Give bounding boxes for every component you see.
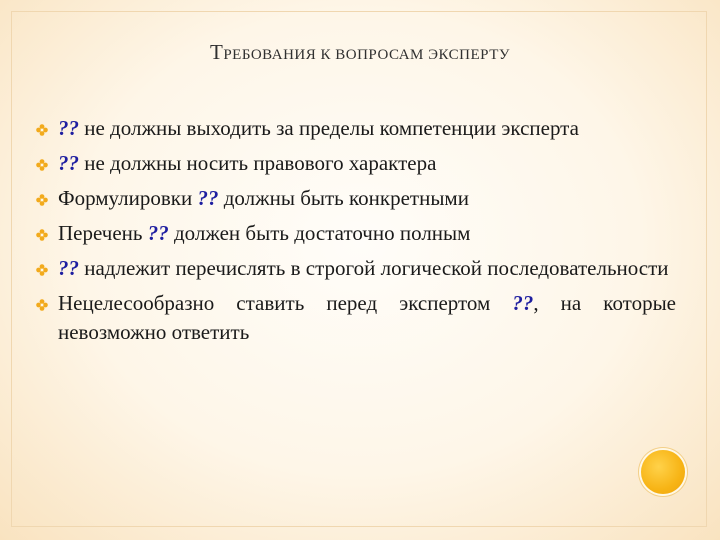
item-text-post: не должны носить правового характера — [79, 151, 437, 175]
item-text-post: не должны выходить за пределы компетенции эксперта — [79, 116, 579, 140]
orange-circle-ornament — [641, 450, 685, 494]
list-item — [36, 114, 676, 143]
bullet-list — [36, 114, 676, 347]
slide-content — [36, 114, 676, 353]
item-text-post: должны быть конкретными — [218, 186, 469, 210]
question-mark-glyph: ?? — [58, 116, 79, 140]
flower-bullet-icon — [36, 299, 48, 311]
list-item — [36, 184, 676, 213]
list-item — [36, 254, 676, 283]
question-mark-glyph: ?? — [147, 221, 169, 245]
flower-bullet-icon — [36, 159, 48, 171]
list-item — [36, 149, 676, 178]
item-text-pre: Нецелесообразно ставить перед экспертом — [58, 291, 513, 315]
question-mark-glyph: ?? — [58, 256, 79, 280]
list-item — [36, 289, 676, 347]
item-text-pre: Формулировки — [58, 186, 198, 210]
flower-bullet-icon — [36, 124, 48, 136]
item-text-pre: Перечень — [58, 221, 148, 245]
item-text-post: должен быть достаточно полным — [168, 221, 471, 245]
flower-bullet-icon — [36, 264, 48, 276]
slide-title: ТРЕБОВАНИЯ К ВОПРОСАМ ЭКСПЕРТУ — [210, 40, 510, 64]
flower-bullet-icon — [36, 229, 48, 241]
flower-bullet-icon — [36, 194, 48, 206]
question-mark-glyph: ?? — [58, 151, 79, 175]
item-text-post: надлежит перечислять в строгой логической последовательности — [79, 256, 669, 280]
item-text-post: , на которые невозможно ответить — [58, 291, 676, 344]
question-mark-glyph: ?? — [512, 291, 534, 315]
question-mark-glyph: ?? — [197, 186, 219, 210]
list-item — [36, 219, 676, 248]
